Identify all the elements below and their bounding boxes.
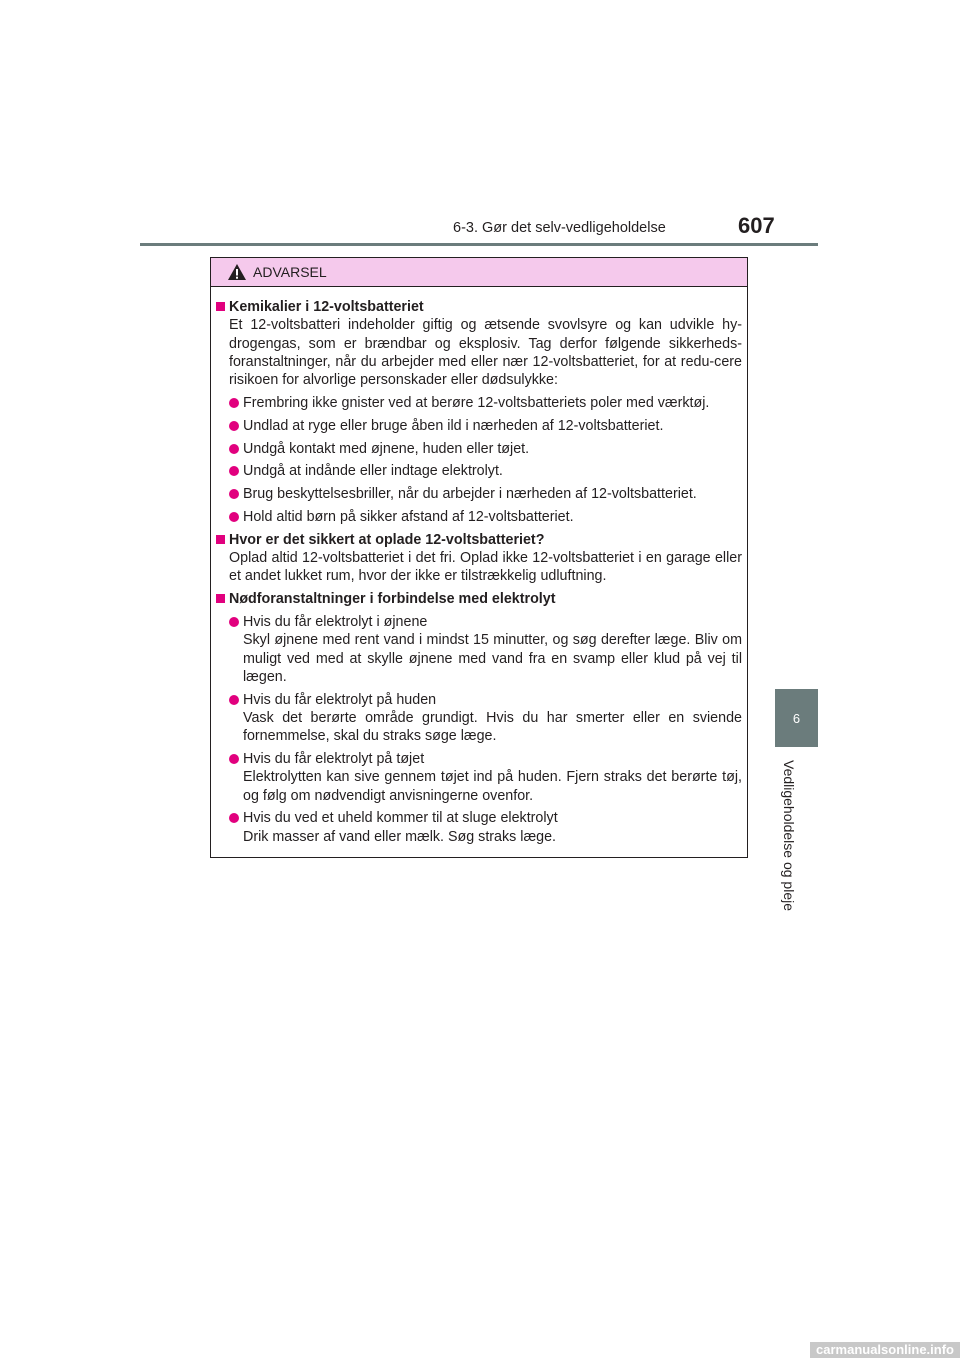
list-item: [216, 691, 742, 746]
warning-header: [211, 258, 747, 287]
list-item-text: [243, 691, 742, 746]
round-bullet-icon: [229, 489, 239, 499]
watermark-link[interactable]: carmanualsonline.info: [810, 1342, 960, 1358]
round-bullet-icon: [229, 813, 239, 823]
section-paragraph: Et 12-voltsbatteri indeholder giftig og ætsende svovlsyre og kan udvikle hy-drogengas, som er brændbar og eksplosiv. Tag derfor følgende sikkerheds-foranstaltninger, når du arbejder med eller nær 12-voltsbatteriet, for at redu-cere risikoen for alvorlige personskader eller dødsulykke:: [229, 317, 742, 389]
list-item-text: Undgå kontakt med øjnene, huden eller tøjet.: [243, 440, 530, 457]
list-item-text: [243, 809, 742, 846]
page-number: 607: [738, 213, 775, 238]
list-item-text: [243, 613, 742, 686]
warning-body: [211, 287, 747, 846]
list-item-detail: Drik masser af vand eller mælk. Søg straks læge.: [243, 828, 557, 845]
list-item-text: [243, 750, 742, 805]
square-bullet-icon: [216, 594, 225, 603]
square-bullet-icon: [216, 302, 225, 311]
round-bullet-icon: [229, 695, 239, 705]
section-heading-text: Kemikalier i 12-voltsbatteriet: [229, 299, 424, 315]
list-item-lead: Hvis du får elektrolyt på tøjet: [243, 751, 425, 768]
warning-triangle-icon: [227, 263, 247, 281]
list-item-detail: Vask det berørte område grundigt. Hvis du har smerter eller en sviende fornemmelse, skal du straks søge læge.: [243, 709, 742, 745]
list-item-text: Frembring ikke gnister ved at berøre 12-voltsbatteriets poler med værktøj.: [243, 394, 710, 411]
warning-box: [210, 257, 748, 858]
warning-title: ADVARSEL: [253, 264, 327, 280]
list-item: [216, 485, 742, 503]
section-paragraph: Oplad altid 12-voltsbatteriet i det fri. Oplad ikke 12-voltsbatteriet i en garage eller et andet lukket rum, hvor der ikke er tilstrækkelig udluftning.: [229, 550, 742, 585]
chapter-number: 6: [792, 710, 801, 726]
list-item-lead: Hvis du får elektrolyt i øjnene: [243, 613, 428, 630]
list-item: [216, 508, 742, 526]
list-item: [216, 440, 742, 458]
round-bullet-icon: [229, 398, 239, 408]
list-item: [216, 613, 742, 686]
list-item-detail: Skyl øjnene med rent vand i mindst 15 minutter, og søg derefter læge. Bliv om muligt ved med at skylle øjnene med vand fra en svamp eller klud på vej til lægen.: [243, 632, 742, 685]
list-item-lead: Hvis du får elektrolyt på huden: [243, 691, 437, 708]
section-heading: [216, 590, 742, 608]
round-bullet-icon: [229, 421, 239, 431]
list-item-text: Hold altid børn på sikker afstand af 12-voltsbatteriet.: [243, 508, 574, 525]
round-bullet-icon: [229, 754, 239, 764]
list-item-detail: Elektrolytten kan sive gennem tøjet ind på huden. Fjern straks det berørte tøj, og følg om nødvendigt anvisningerne ovenfor.: [243, 769, 742, 804]
section-title: 6-3. Gør det selv-vedligeholdelse: [453, 220, 666, 236]
round-bullet-icon: [229, 512, 239, 522]
round-bullet-icon: [229, 617, 239, 627]
square-bullet-icon: [216, 535, 225, 544]
section-heading: [216, 298, 742, 316]
list-item-text: Undgå at indånde eller indtage elektrolyt.: [243, 463, 503, 480]
list-item-text: Undlad at ryge eller bruge åben ild i nærheden af 12-voltsbatteriet.: [243, 417, 664, 434]
list-item: [216, 462, 742, 480]
list-item: [216, 394, 742, 412]
header-divider: [140, 243, 818, 246]
list-item-text: Brug beskyttelsesbriller, når du arbejder i nærheden af 12-voltsbatteriet.: [243, 486, 697, 503]
list-item: [216, 809, 742, 846]
list-item: [216, 750, 742, 805]
round-bullet-icon: [229, 466, 239, 476]
round-bullet-icon: [229, 444, 239, 454]
section-heading-text: Hvor er det sikkert at oplade 12-voltsbatteriet?: [229, 531, 545, 548]
chapter-tab[interactable]: [775, 689, 818, 747]
chapter-label: Vedligeholdelse og pleje: [781, 760, 797, 912]
section-heading-text: Nødforanstaltninger i forbindelse med elektrolyt: [229, 591, 556, 608]
list-item-lead: Hvis du ved et uheld kommer til at sluge elektrolyt: [243, 810, 558, 827]
section-heading: [216, 531, 742, 549]
list-item: [216, 417, 742, 435]
